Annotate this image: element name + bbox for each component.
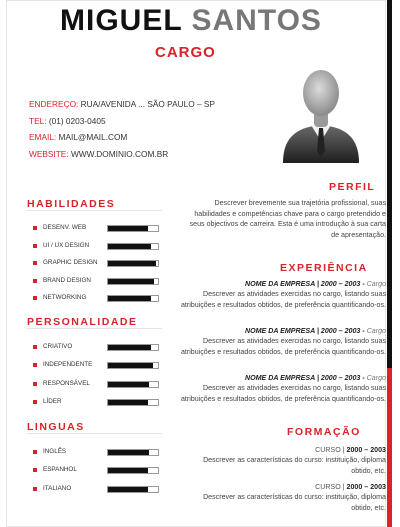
personality-bar	[107, 381, 159, 388]
contact-email	[29, 129, 215, 146]
section-title-habilidades: HABILIDADES	[27, 198, 116, 210]
personality-label: RESPONSÁVEL	[43, 380, 90, 387]
experience-company: NOME DA EMPRESA | 2000 – 2003 -	[244, 327, 365, 335]
contact-phone	[29, 113, 215, 130]
language-label: ITALIANO	[43, 485, 72, 492]
contact-label: WEBSITE:	[29, 148, 69, 159]
skill-label: GRAPHIC DESIGN	[43, 259, 98, 266]
education-course: CURSO |	[315, 483, 345, 491]
bullet-icon	[33, 363, 37, 367]
experience-entry	[168, 326, 386, 357]
experience-description: Descrever as atividades exercidas no cargo, listando suas atribuições e resultados obtidos, de preferência quantificando-os.	[180, 384, 386, 403]
contact-value: RUA/AVENIDA ... SÃO PAULO – SP	[80, 99, 215, 109]
experience-header	[168, 279, 386, 289]
bullet-icon	[33, 345, 37, 349]
accent-bar-red	[387, 368, 392, 527]
divider	[27, 210, 162, 211]
contact-website	[29, 146, 215, 163]
personality-label: CRIATIVO	[43, 343, 73, 350]
skill-label: BRAND DESIGN	[43, 277, 91, 284]
language-bar-fill	[108, 487, 148, 492]
divider	[27, 328, 162, 329]
contact-label: EMAIL:	[29, 132, 57, 142]
personality-bar	[107, 344, 159, 351]
bullet-icon	[33, 450, 37, 454]
bullet-icon	[33, 468, 37, 472]
skill-label: DESENV. WEB	[43, 224, 87, 231]
personality-bar-fill	[108, 382, 149, 387]
bullet-icon	[33, 244, 37, 248]
contact-address	[29, 96, 215, 113]
personality-bar-fill	[108, 345, 151, 350]
contact-value: WWW.DOMINIO.COM.BR	[70, 148, 169, 159]
experience-entry	[168, 279, 386, 310]
bullet-icon	[33, 400, 37, 404]
section-title-experiencia: EXPERIÊNCIA	[280, 262, 368, 274]
first-name: MIGUEL	[60, 4, 183, 37]
education-years: 2000 – 2003	[346, 446, 386, 454]
experience-entry	[168, 373, 386, 404]
bullet-icon	[33, 382, 37, 386]
contact-label: TEL:	[29, 115, 47, 126]
skill-bar	[107, 225, 159, 232]
bullet-icon	[33, 487, 37, 491]
language-label: INGLÊS	[43, 448, 67, 455]
bullet-icon	[33, 261, 37, 265]
person-avatar-icon	[281, 61, 361, 163]
bullet-icon	[33, 296, 37, 300]
personality-bar	[107, 399, 159, 406]
personality-bar-fill	[108, 363, 153, 368]
skill-label: NETWORKING	[43, 294, 87, 301]
section-title-perfil: PERFIL	[329, 181, 376, 193]
accent-bar-dark	[387, 0, 392, 368]
education-header	[180, 482, 386, 492]
profile-summary: Descrever brevemente sua trajetória profissional, suas habilidades e competências chave para o cargo pretendido e seus objectivos de carreira. Esta é uma introdução à sua carta de apresentação.	[189, 199, 386, 239]
skill-bar-fill	[108, 244, 151, 249]
divider	[27, 433, 162, 434]
section-title-linguas: LINGUAS	[27, 421, 85, 433]
experience-description: Descrever as atividades exercidas no cargo, listando suas atribuições e resultados obtidos, de preferência quantificando-os.	[180, 337, 386, 356]
language-bar-fill	[108, 450, 149, 455]
experience-company: NOME DA EMPRESA | 2000 – 2003 -	[244, 374, 365, 382]
skill-bar-fill	[108, 261, 156, 266]
bullet-icon	[33, 279, 37, 283]
full-name	[60, 4, 322, 38]
education-years: 2000 – 2003	[346, 483, 386, 491]
contact-block	[29, 96, 215, 162]
experience-role: Cargo	[366, 280, 386, 288]
experience-role: Cargo	[366, 374, 386, 382]
skill-bar	[107, 243, 159, 250]
skill-bar	[107, 278, 159, 285]
education-header	[180, 445, 386, 455]
experience-company: NOME DA EMPRESA | 2000 – 2003 -	[244, 280, 365, 288]
education-entry	[180, 445, 386, 476]
education-entry	[180, 482, 386, 513]
contact-label: ENDEREÇO:	[29, 99, 79, 109]
personality-bar	[107, 362, 159, 369]
skill-label: UI / UX DESIGN	[43, 242, 90, 249]
experience-header	[168, 326, 386, 336]
personality-label: INDEPENDENTE	[43, 361, 93, 368]
skill-bar-fill	[108, 296, 151, 301]
experience-header	[168, 373, 386, 383]
education-description: Descrever as características do curso: instituição, diploma obtido, etc.	[203, 456, 386, 475]
skill-bar	[107, 260, 159, 267]
personality-bar-fill	[108, 400, 148, 405]
section-title-formacao: FORMAÇÃO	[287, 426, 361, 438]
section-title-personalidade: PERSONALIDADE	[27, 316, 138, 328]
education-course: CURSO |	[315, 446, 345, 454]
bullet-icon	[33, 226, 37, 230]
skill-bar-fill	[108, 226, 148, 231]
personality-label: LÍDER	[43, 398, 62, 405]
language-bar	[107, 467, 159, 474]
last-name: SANTOS	[191, 4, 322, 37]
experience-description: Descrever as atividades exercidas no cargo, listando suas atribuições e resultados obtidos, de preferência quantificando-os.	[180, 290, 386, 309]
language-bar-fill	[108, 468, 148, 473]
skill-bar	[107, 295, 159, 302]
contact-value: MAIL@MAIL.COM	[58, 132, 128, 142]
language-bar	[107, 486, 159, 493]
contact-value: (01) 0203-0405	[48, 115, 106, 126]
job-title: CARGO	[155, 44, 216, 61]
language-label: ESPANHOL	[43, 466, 77, 473]
language-bar	[107, 449, 159, 456]
education-description: Descrever as características do curso: instituição, diploma obtido, etc.	[203, 493, 386, 512]
experience-role: Cargo	[366, 327, 386, 335]
skill-bar-fill	[108, 279, 154, 284]
